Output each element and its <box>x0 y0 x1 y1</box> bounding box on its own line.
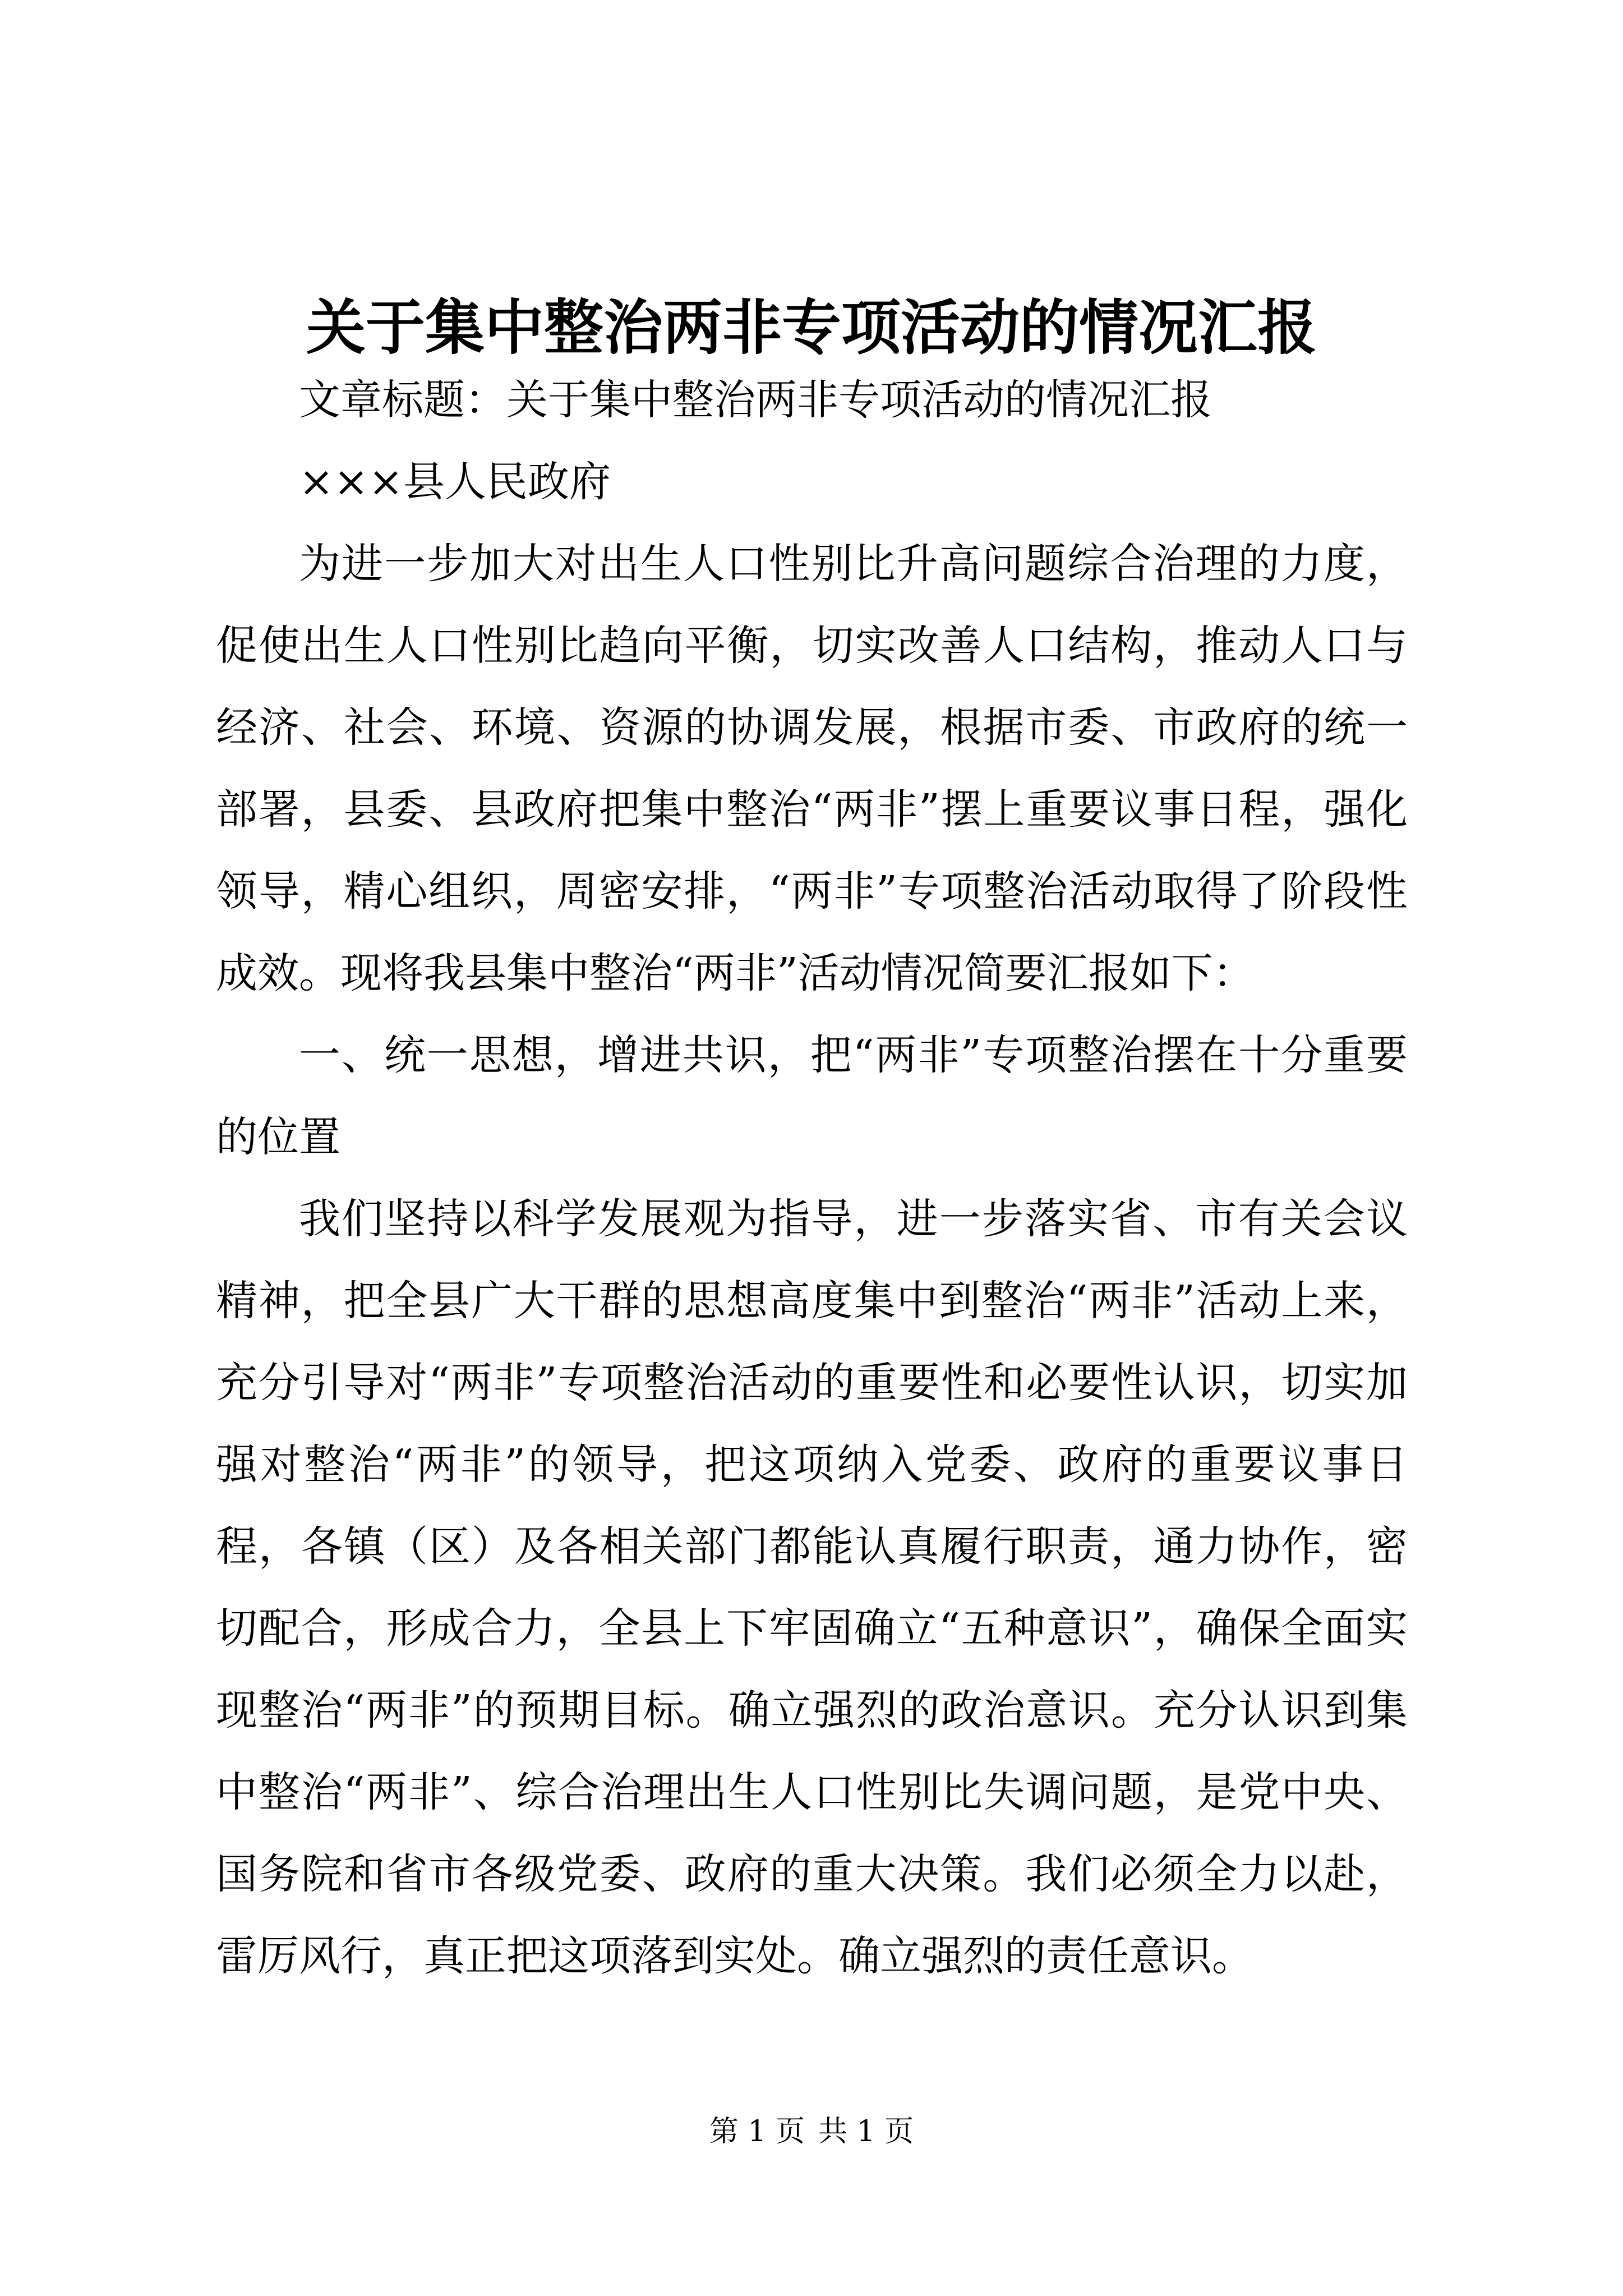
paragraph: 为进一步加大对出生人口性别比升高问题综合治理的力度，促使出生人口性别比趋向平衡，切实改善人口结构，推动人口与经济、社会、环境、资源的协调发展，根据市委、市政府的统一部署，县委、县政府把集中整治“两非”摆上重要议事日程，强化领导，精心组织，周密安排，“两非”专项整治活动取得了阶段性成效。现将我县集中整治“两非”活动情况简要汇报如下： <box>216 540 1408 997</box>
document-title: 关于集中整治两非专项活动的情况汇报 <box>306 293 1317 362</box>
page-total: 共 1 页 <box>818 2115 914 2148</box>
paragraph: 我们坚持以科学发展观为指导，进一步落实省、市有关会议精神，把全县广大干群的思想高度集中到整治“两非”活动上来，充分引导对“两非”专项整治活动的重要性和必要性认识，切实加强对整治“两非”的领导，把这项纳入党委、政府的重要议事日程，各镇（区）及各相关部门都能认真履行职责，通力协作，密切配合，形成合力，全县上下牢固确立“五种意识”，确保全面实现整治“两非”的预期目标。确立强烈的政治意识。充分认识到集中整治“两非”、综合治理出生人口性别比失调问题，是党中央、国务院和省市各级党委、政府的重大决策。我们必须全力以赴，雷厉风行，真正把这项落到实处。确立强烈的责任意识。 <box>216 1195 1408 1980</box>
page-number: 第 1 页 <box>709 2115 805 2148</box>
document-body <box>216 359 1408 1997</box>
article-title-line: 文章标题：关于集中整治两非专项活动的情况汇报 <box>299 376 1212 424</box>
section-heading: 一、统一思想，增进共识，把“两非”专项整治摆在十分重要的位置 <box>216 1031 1408 1161</box>
page-footer <box>0 2109 1623 2154</box>
author-line: ×××县人民政府 <box>299 458 611 506</box>
